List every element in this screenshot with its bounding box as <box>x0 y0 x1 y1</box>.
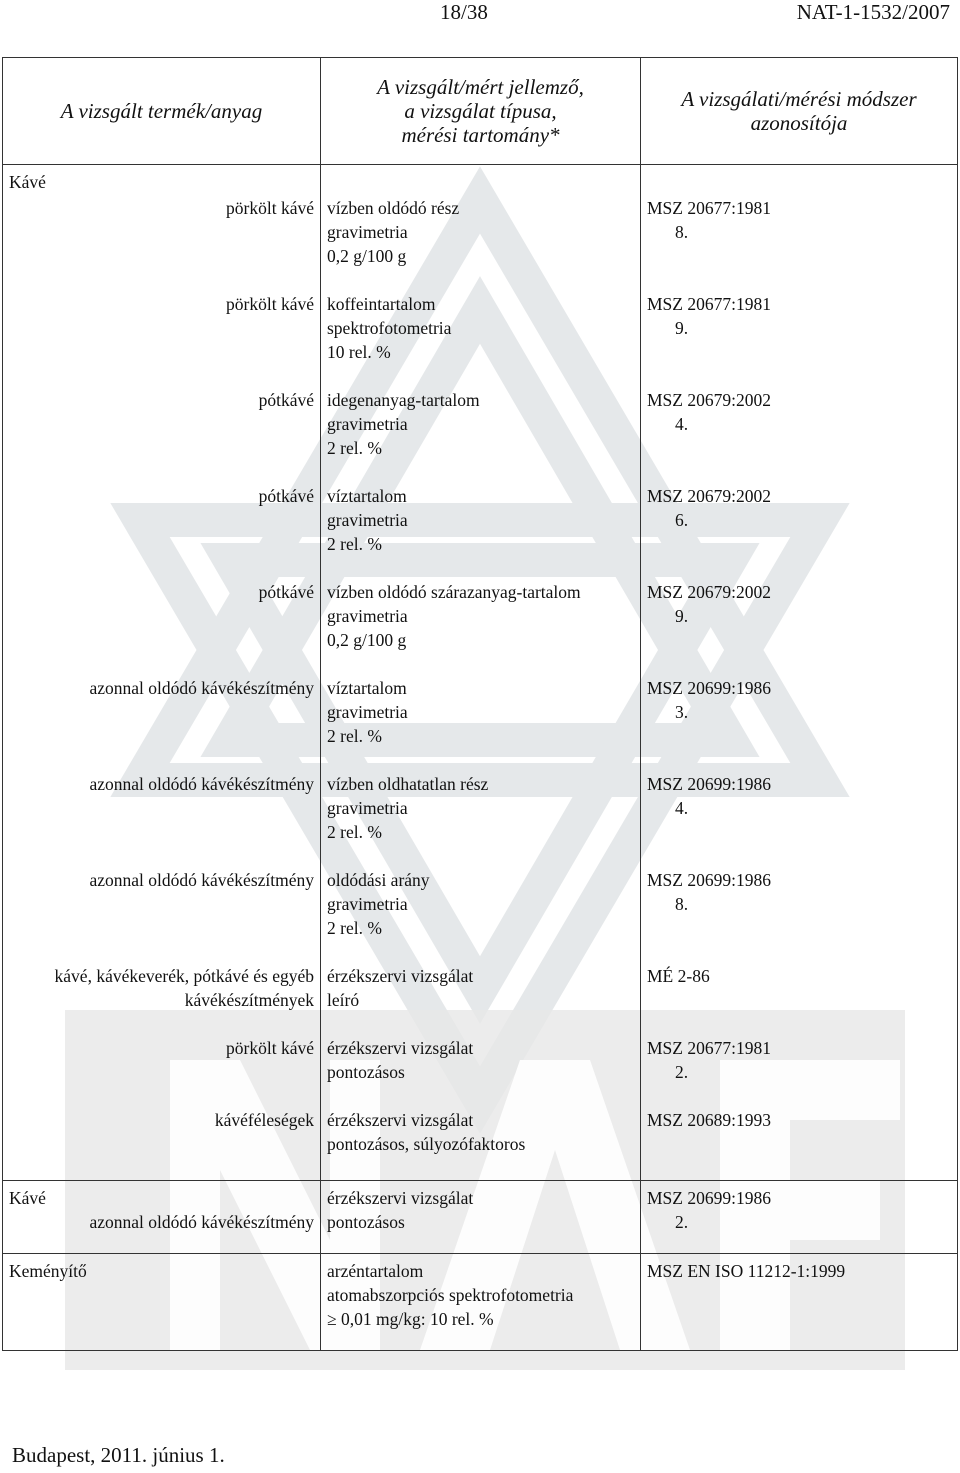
cell-text: 2 rel. % <box>327 822 382 842</box>
cell-text: vízben oldódó szárazanyag-tartalom <box>327 582 581 602</box>
cell-text: 4. <box>675 414 689 434</box>
list-item <box>647 196 951 292</box>
list-item <box>327 1036 634 1108</box>
method-cell <box>641 165 958 1181</box>
list-item <box>327 388 634 484</box>
cell-text: 2. <box>675 1212 689 1232</box>
list-item <box>327 676 634 772</box>
cell-text: érzékszervi vizsgálat <box>327 1188 474 1208</box>
list-item <box>9 772 314 868</box>
list-item <box>647 1108 951 1180</box>
method-cell <box>641 1181 958 1254</box>
cell-text: MSZ 20677:1981 <box>647 294 771 314</box>
cell-text: 10 rel. % <box>327 342 391 362</box>
table-section-instant-coffee <box>3 1181 958 1254</box>
list-item <box>647 772 951 868</box>
cell-text: érzékszervi vizsgálat <box>327 1038 474 1058</box>
cell-text: 0,2 g/100 g <box>327 246 407 266</box>
cell-text: ≥ 0,01 mg/kg: 10 rel. % <box>327 1309 494 1329</box>
list-item <box>647 676 951 772</box>
cell-text: a vizsgálat típusa, <box>404 99 557 123</box>
cell-text: MSZ 20677:1981 <box>647 198 771 218</box>
list-item <box>327 1108 634 1180</box>
table-section-coffee <box>3 165 958 1181</box>
list-item <box>327 580 634 676</box>
cell-text: MSZ 20699:1986 <box>647 774 771 794</box>
cell-text: 2 rel. % <box>327 726 382 746</box>
cell-text: MSZ 20689:1993 <box>647 1110 771 1130</box>
cell-text: érzékszervi vizsgálat <box>327 966 474 986</box>
list-item <box>647 292 951 388</box>
cell-text: gravimetria <box>327 894 408 914</box>
cell-text: pontozásos, súlyozófaktoros <box>327 1134 526 1154</box>
property-cell <box>321 1181 641 1254</box>
cell-text: 9. <box>675 318 689 338</box>
list-item <box>327 292 634 388</box>
cell-text: 9. <box>675 606 689 626</box>
column-header-property <box>321 58 641 165</box>
accreditation-table <box>2 57 958 1351</box>
list-item <box>647 868 951 964</box>
cell-text: 0,2 g/100 g <box>327 630 407 650</box>
column-header-product: A vizsgált termék/anyag <box>3 58 321 165</box>
list-item <box>647 1036 951 1108</box>
list-item <box>647 388 951 484</box>
cell-text: kávékészítmények <box>184 990 314 1010</box>
footer-date: Budapest, 2011. június 1. <box>12 1443 225 1467</box>
cell-text: 2 rel. % <box>327 438 382 458</box>
cell-text: víztartalom <box>327 486 407 506</box>
cell-text: spektrofotometria <box>327 318 452 338</box>
group-label: Kávé <box>9 1188 46 1208</box>
cell-text: 6. <box>675 510 689 530</box>
cell-text: kávé, kávékeverék, pótkávé és egyéb <box>54 966 314 986</box>
cell-text: arzéntartalom <box>327 1261 424 1281</box>
cell-text: leíró <box>327 990 360 1010</box>
cell-text: gravimetria <box>327 606 408 626</box>
list-item <box>647 580 951 676</box>
cell-text: MSZ 20679:2002 <box>647 582 771 602</box>
cell-text: vízben oldhatatlan rész <box>327 774 489 794</box>
cell-text: 3. <box>675 702 689 722</box>
page-number: 18/38 <box>440 0 488 24</box>
list-item <box>9 1036 314 1108</box>
cell-text: 2 rel. % <box>327 918 382 938</box>
product-cell <box>3 165 321 1181</box>
cell-text: azonnal oldódó kávékészítmény <box>89 870 314 890</box>
list-item <box>327 772 634 868</box>
list-item <box>9 676 314 772</box>
cell-text: kávéféleségek <box>214 1110 314 1130</box>
cell-text: pontozásos <box>327 1062 405 1082</box>
cell-text: azonosítója <box>750 111 848 135</box>
cell-text: pótkávé <box>258 390 314 410</box>
property-cell <box>321 165 641 1181</box>
cell-text: MSZ 20699:1986 <box>647 870 771 890</box>
cell-text: gravimetria <box>327 798 408 818</box>
cell-text: pótkávé <box>258 486 314 506</box>
cell-text: azonnal oldódó kávékészítmény <box>89 678 314 698</box>
table-header-row <box>3 58 958 165</box>
cell-text: érzékszervi vizsgálat <box>327 1110 474 1130</box>
cell-text: atomabszorpciós spektrofotometria <box>327 1285 574 1305</box>
cell-text: MSZ 20679:2002 <box>647 390 771 410</box>
cell-text: vízben oldódó rész <box>327 198 460 218</box>
list-item <box>9 292 314 388</box>
group-label: Kávé <box>9 172 46 192</box>
cell-text: gravimetria <box>327 414 408 434</box>
cell-text: MSZ 20699:1986 <box>647 678 771 698</box>
list-item <box>327 868 634 964</box>
list-item <box>9 388 314 484</box>
cell-text: pótkávé <box>258 582 314 602</box>
cell-text: mérési tartomány* <box>401 123 560 147</box>
cell-text: gravimetria <box>327 222 408 242</box>
method-cell <box>641 1254 958 1351</box>
cell-text: A vizsgálati/mérési módszer <box>681 87 917 111</box>
list-item <box>9 484 314 580</box>
cell-text: pontozásos <box>327 1212 405 1232</box>
list-item <box>327 964 634 1036</box>
list-item <box>9 196 314 292</box>
group-label: Keményítő <box>9 1261 87 1281</box>
cell-text: idegenanyag-tartalom <box>327 390 480 410</box>
cell-text: azonnal oldódó kávékészítmény <box>89 774 314 794</box>
product-cell <box>3 1181 321 1254</box>
cell-text: MÉ 2-86 <box>647 966 710 986</box>
list-item <box>647 964 951 1036</box>
cell-text: pörkölt kávé <box>226 198 314 218</box>
list-item <box>9 1108 314 1180</box>
cell-text: 2 rel. % <box>327 534 382 554</box>
cell-text: 8. <box>675 222 689 242</box>
cell-text: MSZ 20699:1986 <box>647 1188 771 1208</box>
cell-text: koffeintartalom <box>327 294 436 314</box>
cell-text: gravimetria <box>327 510 408 530</box>
list-item <box>9 580 314 676</box>
cell-text: 4. <box>675 798 689 818</box>
cell-text: azonnal oldódó kávékészítmény <box>89 1212 314 1232</box>
cell-text: MSZ 20677:1981 <box>647 1038 771 1058</box>
cell-text: pörkölt kávé <box>226 1038 314 1058</box>
list-item <box>327 196 634 292</box>
list-item <box>647 484 951 580</box>
property-cell <box>321 1254 641 1351</box>
cell-text: 2. <box>675 1062 689 1082</box>
cell-text: A vizsgált/mért jellemző, <box>377 75 584 99</box>
document-code: NAT-1-1532/2007 <box>796 0 950 24</box>
cell-text: gravimetria <box>327 702 408 722</box>
cell-text: oldódási arány <box>327 870 430 890</box>
list-item <box>327 484 634 580</box>
list-item <box>9 868 314 964</box>
cell-text: 8. <box>675 894 689 914</box>
table-section-starch <box>3 1254 958 1351</box>
product-cell <box>3 1254 321 1351</box>
list-item <box>9 964 314 1036</box>
cell-text: MSZ EN ISO 11212-1:1999 <box>647 1261 846 1281</box>
cell-text: víztartalom <box>327 678 407 698</box>
cell-text: MSZ 20679:2002 <box>647 486 771 506</box>
cell-text: pörkölt kávé <box>226 294 314 314</box>
column-header-method <box>641 58 958 165</box>
